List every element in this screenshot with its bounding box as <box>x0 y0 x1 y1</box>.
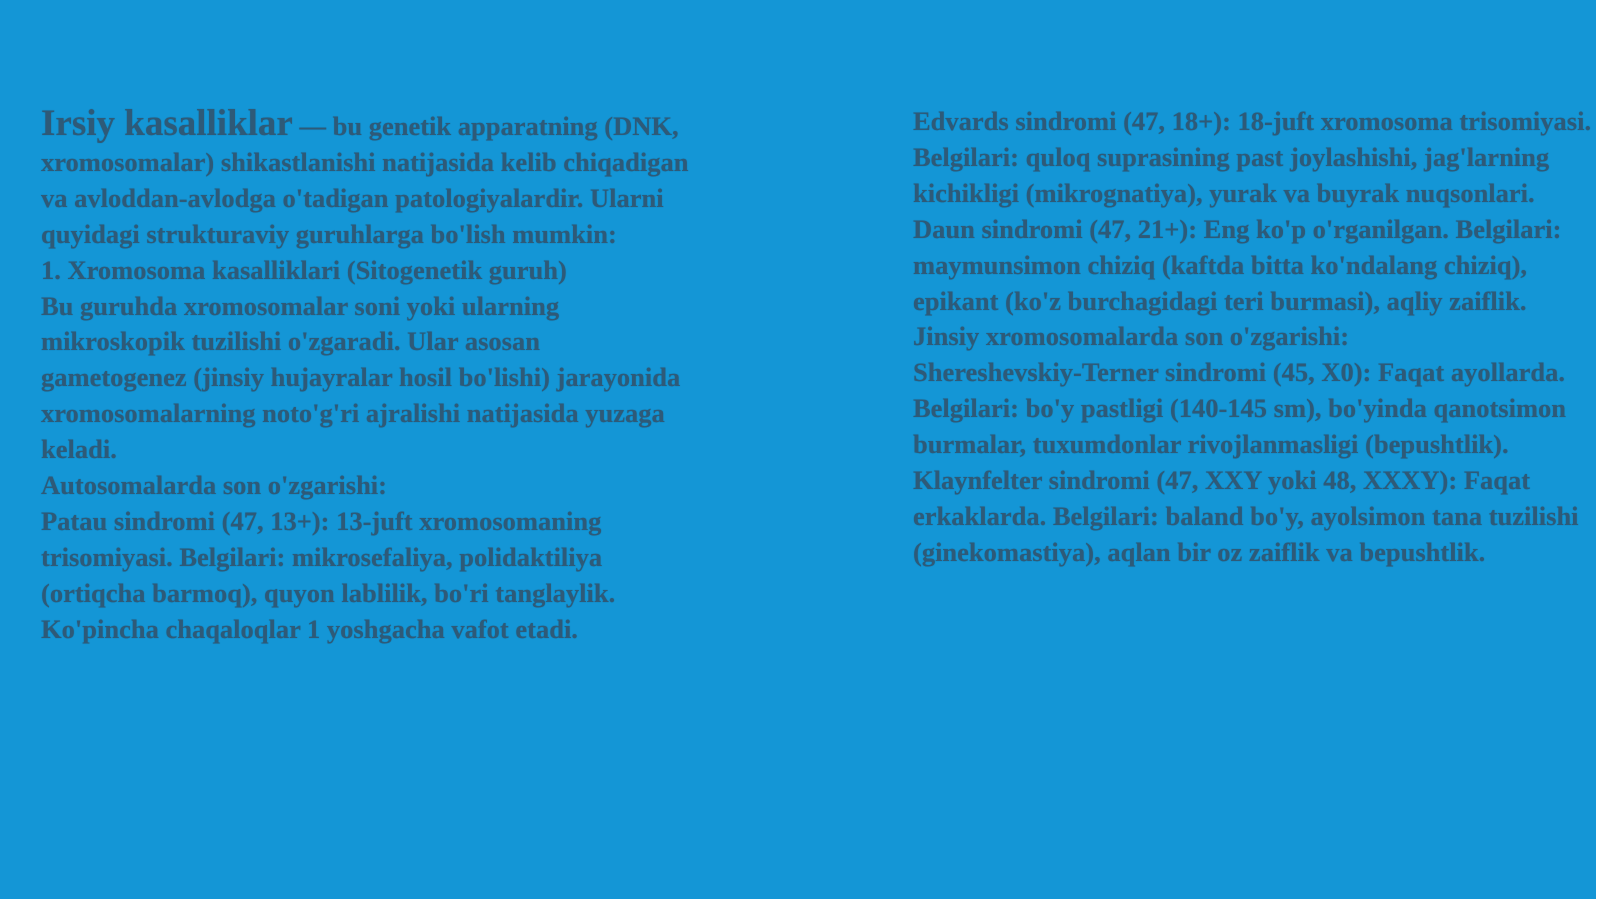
intro-paragraph <box>41 103 691 253</box>
down-paragraph: Daun sindromi (47, 21+): Eng ko'p o'rganilgan. Belgilari: maymunsimon chiziq (kaftda bitta ko'ndalang chiziq), epikant (ko'z burchagidagi teri burmasi), aqliy zaiflik. <box>913 213 1562 316</box>
sex-chromosome-heading: Jinsiy xromosomalarda son o'zgarishi: <box>913 321 1350 352</box>
right-text-column <box>913 104 1593 571</box>
klinefelter-paragraph: Klaynfelter sindromi (47, XXY yoki 48, XXXY): Faqat erkaklarda. Belgilari: baland bo'y, ayolsimon tana tuzilishi (ginekomastiya), aqlan bir oz zaiflik va bepushtlik. <box>913 465 1579 567</box>
patau-paragraph: Patau sindromi (47, 13+): 13-juft xromosomaning trisomiyasi. Belgilari: mikrosefaliya, polidaktiliya (ortiqcha barmoq), quyon lablilik, bo'ri tanglaylik. Ko'pincha chaqaloqlar 1 yoshgacha vafot etadi. <box>41 505 616 644</box>
slide-edge <box>1596 0 1600 899</box>
autosome-heading: Autosomalarda son o'zgarishi: <box>41 470 387 501</box>
section-paragraph: Bu guruhda xromosomalar soni yoki ularning mikroskopik tuzilishi o'zgaradi. Ular asosan gametogenez (jinsiy hujayralar hosil bo'lishi) jarayonida xromosomalarning noto'g'ri ajralishi natijasida yuzaga keladi. <box>41 290 681 465</box>
turner-paragraph: Shereshevskiy-Terner sindromi (45, X0): Faqat ayollarda. Belgilari: bo'y pastligi (140-145 sm), bo'yinda qanotsimon burmalar, tuxumdonlar rivojlanmasligi (bepushtlik). <box>913 357 1567 460</box>
left-text-column <box>41 103 691 648</box>
edwards-paragraph: Edvards sindromi (47, 18+): 18-juft xromosoma trisomiyasi. Belgilari: quloq suprasining past joylashishi, jag'larning kichikligi (mikrognatiya), yurak va buyrak nuqsonlari. <box>913 106 1592 208</box>
intro-text: — bu genetik apparatning (DNK, xromosomalar) shikastlanishi natijasida kelib chiqadigan va avloddan-avlodga o'tadigan patologiyalardir. Ularni quyidagi strukturaviy guruhlarga bo'lish mumkin: <box>41 111 689 249</box>
section-heading: 1. Xromosoma kasalliklari (Sitogenetik guruh) <box>41 254 567 285</box>
intro-title: Irsiy kasalliklar <box>41 103 293 144</box>
